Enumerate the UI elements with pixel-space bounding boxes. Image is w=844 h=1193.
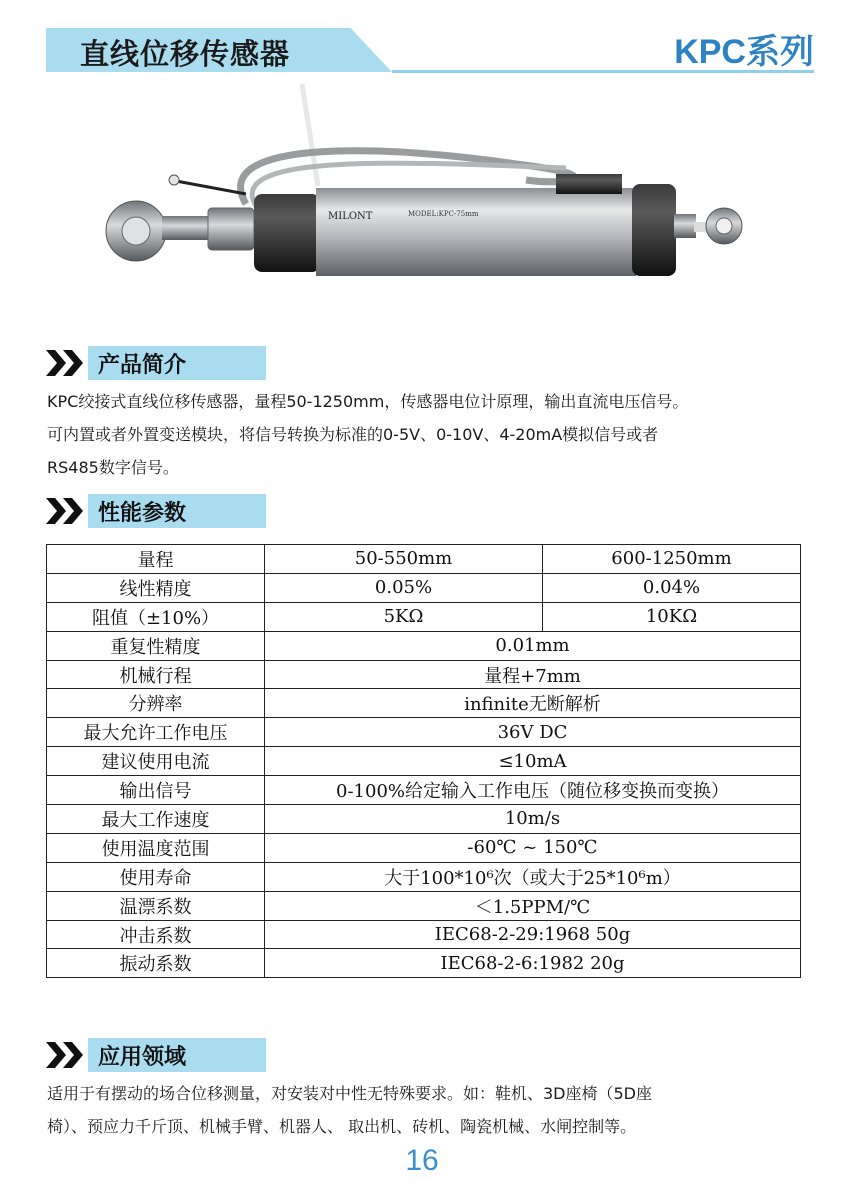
spec-label: 机械行程	[47, 660, 265, 689]
spec-label: 使用寿命	[47, 862, 265, 891]
spec-value: 量程+7mm	[265, 660, 801, 689]
double-chevron-icon	[46, 498, 86, 524]
spec-label: 分辨率	[47, 689, 265, 718]
page-title: 直线位移传感器	[80, 37, 291, 71]
table-row	[47, 631, 801, 660]
table-row	[47, 573, 801, 602]
spec-value: 50-550mm	[265, 545, 543, 574]
table-row	[47, 747, 801, 776]
section-title: 性能参数	[98, 501, 187, 526]
applications-line: 椅）、预应力千斤顶、机械手臂、机器人、 取出机、砖机、陶瓷机械、水闸控制等。	[47, 1117, 637, 1136]
spec-label: 冲击系数	[47, 920, 265, 949]
photo-brand-text: MILONT	[328, 211, 373, 222]
table-row	[47, 689, 801, 718]
spec-value: IEC68-2-29:1968 50g	[265, 920, 801, 949]
table-row	[47, 776, 801, 805]
spec-value: 36V DC	[265, 718, 801, 747]
spec-value: -60℃ ~ 150℃	[265, 833, 801, 862]
spec-value: 0.04%	[543, 573, 801, 602]
table-row	[47, 718, 801, 747]
series-label: KPC系列	[674, 33, 814, 71]
table-row	[47, 545, 801, 574]
applications-paragraph	[47, 1077, 822, 1143]
spec-value: 600-1250mm	[543, 545, 801, 574]
section-title: 产品简介	[98, 353, 187, 378]
table-row	[47, 660, 801, 689]
spec-value: 5KΩ	[265, 602, 543, 631]
intro-line: RS485数字信号。	[47, 458, 179, 477]
spec-value: IEC68-2-6:1982 20g	[265, 949, 801, 978]
table-row	[47, 920, 801, 949]
spec-value: 大于100*10⁶次（或大于25*10⁶m）	[265, 862, 801, 891]
table-row	[47, 862, 801, 891]
spec-label: 振动系数	[47, 949, 265, 978]
photo-model-text: MODEL:KPC-75mm	[408, 210, 479, 218]
double-chevron-icon	[46, 350, 86, 376]
table-row	[47, 891, 801, 920]
intro-line: 可内置或者外置变送模块，将信号转换为标准的0-5V、0-10V、4-20mA模拟信号或者	[47, 425, 659, 444]
spec-value: 10KΩ	[543, 602, 801, 631]
spec-value: 0-100%给定输入工作电压（随位移变换而变换）	[265, 776, 801, 805]
table-row	[47, 602, 801, 631]
spec-value: 10m/s	[265, 805, 801, 834]
spec-label: 最大允许工作电压	[47, 718, 265, 747]
spec-label: 阻值（±10%）	[47, 602, 265, 631]
applications-line: 适用于有摆动的场合位移测量，对安装对中性无特殊要求。如：鞋机、3D座椅（5D座	[47, 1084, 653, 1103]
spec-label: 温漂系数	[47, 891, 265, 920]
table-row	[47, 833, 801, 862]
table-row	[47, 805, 801, 834]
section-title: 应用领域	[98, 1045, 187, 1070]
spec-value: 0.05%	[265, 573, 543, 602]
specs-table	[46, 544, 801, 978]
spec-value: 0.01mm	[265, 631, 801, 660]
spec-label: 最大工作速度	[47, 805, 265, 834]
spec-label: 输出信号	[47, 776, 265, 805]
spec-value: infinite无断解析	[265, 689, 801, 718]
spec-value: ＜1.5PPM/℃	[265, 891, 801, 920]
page-number: 16	[405, 1144, 439, 1177]
product-photo	[96, 76, 746, 296]
spec-label: 使用温度范围	[47, 833, 265, 862]
table-row	[47, 949, 801, 978]
intro-paragraph	[47, 385, 822, 484]
spec-label: 线性精度	[47, 573, 265, 602]
spec-value: ≤10mA	[265, 747, 801, 776]
spec-label: 建议使用电流	[47, 747, 265, 776]
double-chevron-icon	[46, 1042, 86, 1068]
spec-label: 量程	[47, 545, 265, 574]
intro-line: KPC绞接式直线位移传感器，量程50-1250mm，传感器电位计原理，输出直流电压信号。	[47, 392, 689, 411]
spec-label: 重复性精度	[47, 631, 265, 660]
